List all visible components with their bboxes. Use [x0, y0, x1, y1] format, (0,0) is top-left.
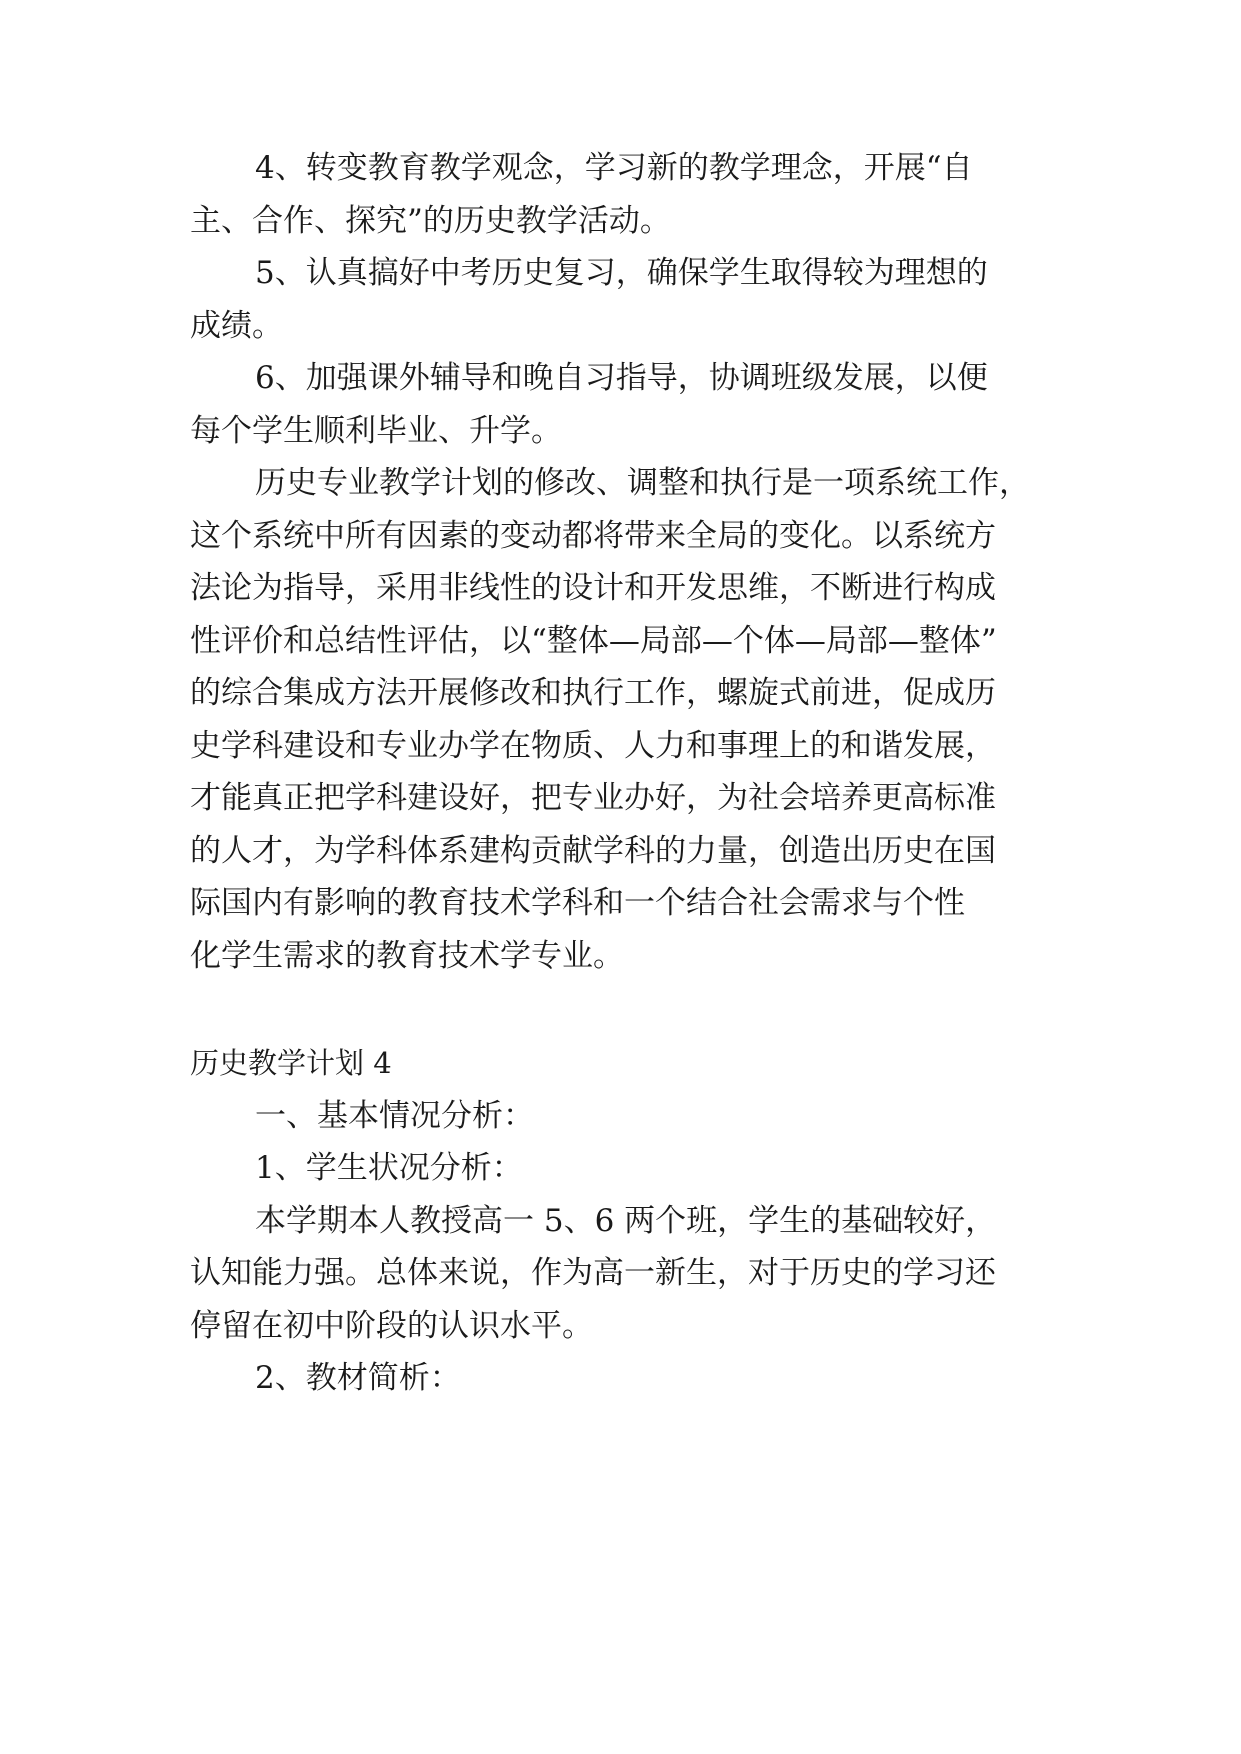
paragraph-summary-line-7: 才能真正把学科建设好，把专业办好，为社会培养更高标准	[190, 780, 996, 816]
section-title: 历史教学计划 4	[190, 1046, 392, 1080]
paragraph-summary-line-3: 法论为指导，采用非线性的设计和开发思维，不断进行构成	[190, 570, 996, 606]
paragraph-item-5-line-1: 5、认真搞好中考历史复习，确保学生取得较为理想的	[255, 255, 988, 291]
paragraph-summary-line-9: 际国内有影响的教育技术学科和一个结合社会需求与个性	[190, 885, 965, 921]
paragraph-item-4-line-2: 主、合作、探究”的历史教学活动。	[190, 203, 671, 239]
paragraph-summary-line-8: 的人才，为学科体系建构贡献学科的力量，创造出历史在国	[190, 833, 996, 869]
paragraph-summary-line-4: 性评价和总结性评估，以“整体—局部—个体—局部—整体”	[190, 623, 997, 659]
paragraph-item-6-line-1: 6、加强课外辅导和晚自习指导，协调班级发展，以便	[255, 360, 988, 396]
paragraph-summary-line-2: 这个系统中所有因素的变动都将带来全局的变化。以系统方	[190, 518, 996, 554]
paragraph-summary-line-1: 历史专业教学计划的修改、调整和执行是一项系统工作，	[255, 465, 1030, 501]
subheading-textbook-analysis: 2、教材简析：	[255, 1360, 461, 1396]
paragraph-student-line-2: 认知能力强。总体来说，作为高一新生，对于历史的学习还	[190, 1255, 996, 1291]
paragraph-item-4-line-1: 4、转变教育教学观念，学习新的教学理念，开展“自	[255, 150, 973, 186]
paragraph-summary-line-10: 化学生需求的教育技术学专业。	[190, 938, 624, 974]
subheading-basic-analysis: 一、基本情况分析：	[255, 1098, 534, 1134]
paragraph-student-line-1: 本学期本人教授高一 5、6 两个班，学生的基础较好，	[255, 1203, 997, 1239]
paragraph-summary-line-5: 的综合集成方法开展修改和执行工作，螺旋式前进，促成历	[190, 675, 996, 711]
paragraph-item-5-line-2: 成绩。	[190, 308, 283, 344]
subheading-student-analysis: 1、学生状况分析：	[255, 1150, 523, 1186]
paragraph-item-6-line-2: 每个学生顺利毕业、升学。	[190, 413, 562, 449]
paragraph-summary-line-6: 史学科建设和专业办学在物质、人力和事理上的和谐发展，	[190, 728, 996, 764]
paragraph-student-line-3: 停留在初中阶段的认识水平。	[190, 1308, 593, 1344]
